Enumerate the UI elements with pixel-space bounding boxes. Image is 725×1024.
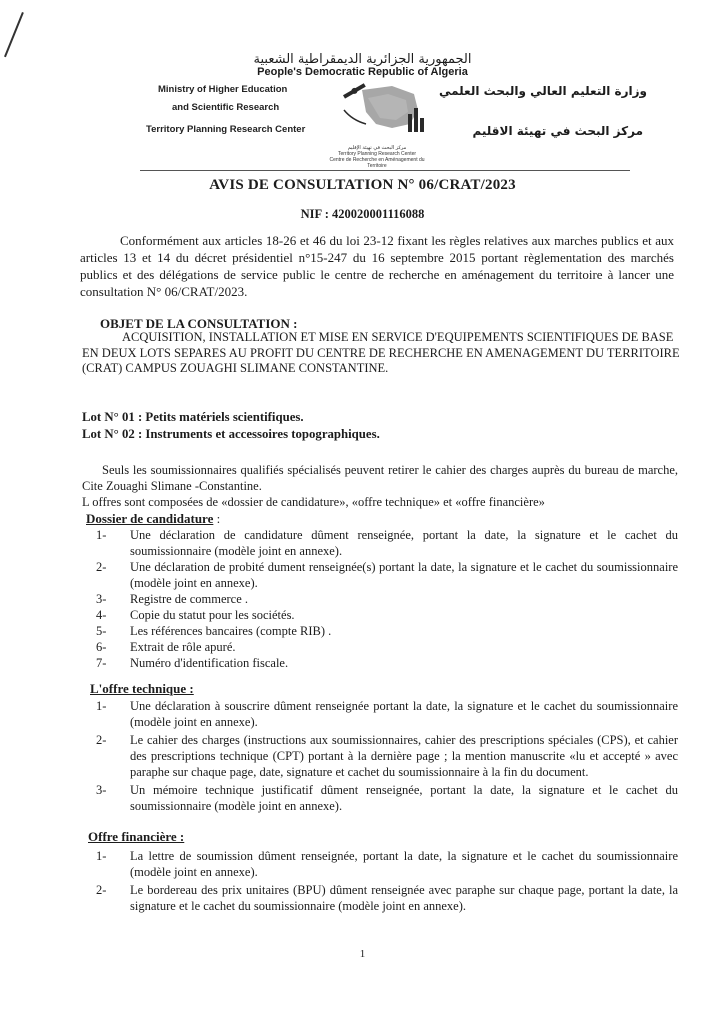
dossier-heading — [86, 510, 220, 528]
list-item: 1- Une déclaration à souscrire dûment renseignée portant la date, la signature et le cachet du soumissionnaire (modèle joint en annexe). — [96, 699, 678, 729]
header-arabic-ministry: وزارة التعليم العالي والبحث العلمي — [438, 84, 647, 98]
dossier-heading-colon: : — [213, 511, 221, 526]
financiere-list — [96, 848, 678, 914]
list-item: 7- Numéro d'identification fiscale. — [96, 656, 289, 670]
dossier-heading-text: Dossier de candidature — [86, 511, 214, 526]
logo-caption-english: Territory Planning Research Center — [337, 151, 417, 157]
dossier-list — [96, 527, 678, 671]
list-item: 1- La lettre de soumission dûment renseignée, portant la date, la signature et le cachet du soumissionnaire (modèle joint en annexe). — [96, 849, 678, 879]
logo-caption-arabic: مركز البحث في تهيئة الإقليم — [347, 145, 407, 151]
header-divider — [140, 170, 630, 171]
technique-list — [96, 698, 678, 814]
list-item: 1- Une déclaration de candidature dûment renseignée, portant la date, la signature et le cachet du soumissionnaire (modèle joint en annexe). — [96, 528, 678, 558]
crat-logo-emblem — [322, 80, 442, 140]
header-ministry-line2: and Scientific Research — [172, 102, 280, 113]
list-item: 3- Registre de commerce . — [96, 592, 249, 606]
eligibility-paragraph: Seuls les soumissionnaires qualifiés spécialisés peuvent retirer le cahier des charges auprès du bureau de marche, Cite Zouaghi Slimane -Constantine. — [82, 463, 678, 493]
objet-heading: OBJET DE LA CONSULTATION : — [100, 316, 298, 331]
intro-paragraph: Conformément aux articles 18-26 et 46 du loi 23-12 fixant les règles relatives aux marches publics et aux articles 13 et 14 du décret présidentiel n°15-247 du 16 septembre 2015 portant règlementation des marchés publics et des délégations de service public le centre de recherche en aménagement du territoire à lancer une consultation N° 06/CRAT/2023. — [80, 233, 674, 299]
document-title: AVIS DE CONSULTATION N° 06/CRAT/2023 — [209, 177, 516, 193]
list-item: 2- Le cahier des charges (instructions aux soumissionnaires, cahier des prescriptions spéciales (CPS), et cahier des prescriptions technique (CPT) portant à la dernière page ; la mention manuscrite «lu et accepté » avec paraphe sur chaque page, date, signature et cachet du soumissionnaire à la fin du document. — [96, 733, 678, 779]
nif-number: NIF : 420020001116088 — [300, 207, 425, 221]
arabic-republic-title: الجمهورية الجزائرية الديمقراطية الشعبية — [253, 52, 472, 67]
list-item: 5- Les références bancaires (compte RIB) . — [96, 624, 332, 638]
list-item: 2- Une déclaration de probité dument renseignée(s) portant la date, la signature et le cachet du soumissionnaire (modèle joint en annexe). — [96, 560, 678, 590]
lot-02: Lot N° 02 : Instruments et accessoires topographiques. — [82, 427, 380, 441]
list-item: 3- Un mémoire technique justificatif dûment renseignée, portant la date, la signature et le cachet du soumissionnaire (modèle joint en annexe). — [96, 783, 678, 813]
lot-01: Lot N° 01 : Petits matériels scientifiques. — [82, 410, 304, 424]
header-center-name: Territory Planning Research Center — [146, 124, 306, 135]
crat-logo — [322, 80, 442, 169]
page-number: 1 — [359, 948, 366, 960]
list-item: 4- Copie du statut pour les sociétés. — [96, 608, 295, 622]
list-item: 6- Extrait de rôle apuré. — [96, 640, 236, 654]
logo-caption-french: Centre de Recherche en Aménagement du Territoire — [329, 157, 425, 169]
financiere-heading: Offre financière : — [88, 829, 185, 844]
english-republic-title: People's Democratic Republic of Algeria — [257, 66, 468, 78]
header-arabic-center: مركز البحث في تهيئة الاقليم — [472, 124, 643, 138]
technique-heading: L'offre technique : — [90, 681, 194, 696]
handwritten-slash-mark — [4, 12, 24, 57]
list-item: 2- Le bordereau des prix unitaires (BPU) dûment renseignée avec paraphe sur chaque page, portant la date, la signature et le cachet du soumissionnaire (modèle joint en annexe). — [96, 883, 678, 913]
offers-composition-line: L offres sont composées de «dossier de candidature», «offre technique» et «offre financière» — [82, 495, 545, 509]
objet-text: ACQUISITION, INSTALLATION ET MISE EN SERVICE D'EQUIPEMENTS SCIENTIFIQUES DE BASE EN DEUX LOTS SEPARES AU PROFIT DU CENTRE DE RECHERCHE EN AMENAGEMENT DU TERRITOIRE (CRAT) CAMPUS ZOUAGHI SLIMANE CONSTANTINE. — [82, 330, 680, 375]
header-ministry-line1: Ministry of Higher Education — [158, 84, 288, 95]
